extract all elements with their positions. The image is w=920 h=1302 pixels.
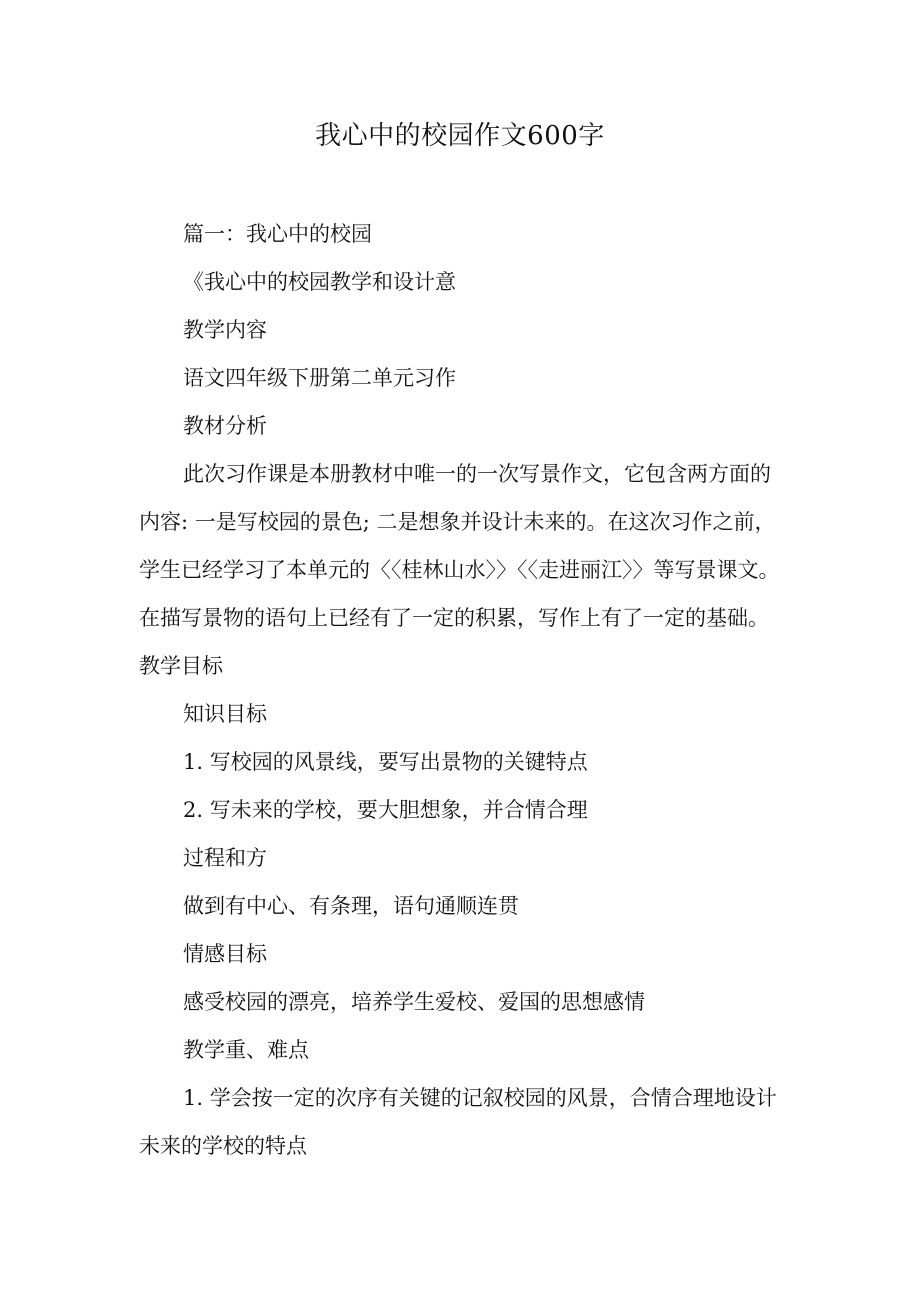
heading-process-method: 过程和方 (183, 846, 267, 870)
paragraph-line: 未来的学校的特点 (139, 1134, 307, 1158)
teaching-content-text: 语文四年级下册第二单元习作 (183, 366, 456, 390)
material-analysis-paragraph (139, 450, 799, 642)
paragraph-line: 在描写景物的语句上已经有了一定的积累，写作上有了一定的基础。 (139, 606, 769, 630)
process-method-text: 做到有中心、有条理，语句通顺连贯 (183, 894, 519, 918)
section-heading-part-one: 篇一：我心中的校园 (183, 222, 372, 246)
heading-key-difficult-points: 教学重、难点 (183, 1038, 309, 1062)
document-body (139, 210, 799, 1170)
paragraph-line: 学生已经学习了本单元的〈〈桂林山水〉〉〈〈走进丽江〉〉等写景课文。 (139, 558, 780, 582)
goal-item-2: 2. 写未来的学校，要大胆想象，并合情合理 (183, 798, 588, 822)
lesson-title: 《我心中的校园教学和设计意 (183, 270, 456, 294)
paragraph-line: 此次习作课是本册教材中唯一的一次写景作文，它包含两方面的 (183, 462, 771, 486)
heading-teaching-content: 教学内容 (183, 318, 267, 342)
paragraph-line: 内容: 一是写校园的景色; 二是想象并设计未来的。在这次习作之前， (139, 510, 776, 534)
document-title: 我心中的校园作文600字 (315, 121, 605, 151)
heading-material-analysis: 教材分析 (183, 414, 267, 438)
goal-item-1: 1. 写校园的风景线，要写出景物的关键特点 (183, 750, 588, 774)
heading-emotion-goals: 情感目标 (183, 942, 267, 966)
heading-teaching-goals: 教学目标 (139, 654, 223, 678)
paragraph-line: 1. 学会按一定的次序有关键的记叙校园的风景，合情合理地设计 (183, 1086, 777, 1110)
key-point-paragraph (139, 1074, 799, 1170)
emotion-goals-text: 感受校园的漂亮，培养学生爱校、爱国的思想感情 (183, 990, 645, 1014)
heading-knowledge-goals: 知识目标 (183, 702, 267, 726)
